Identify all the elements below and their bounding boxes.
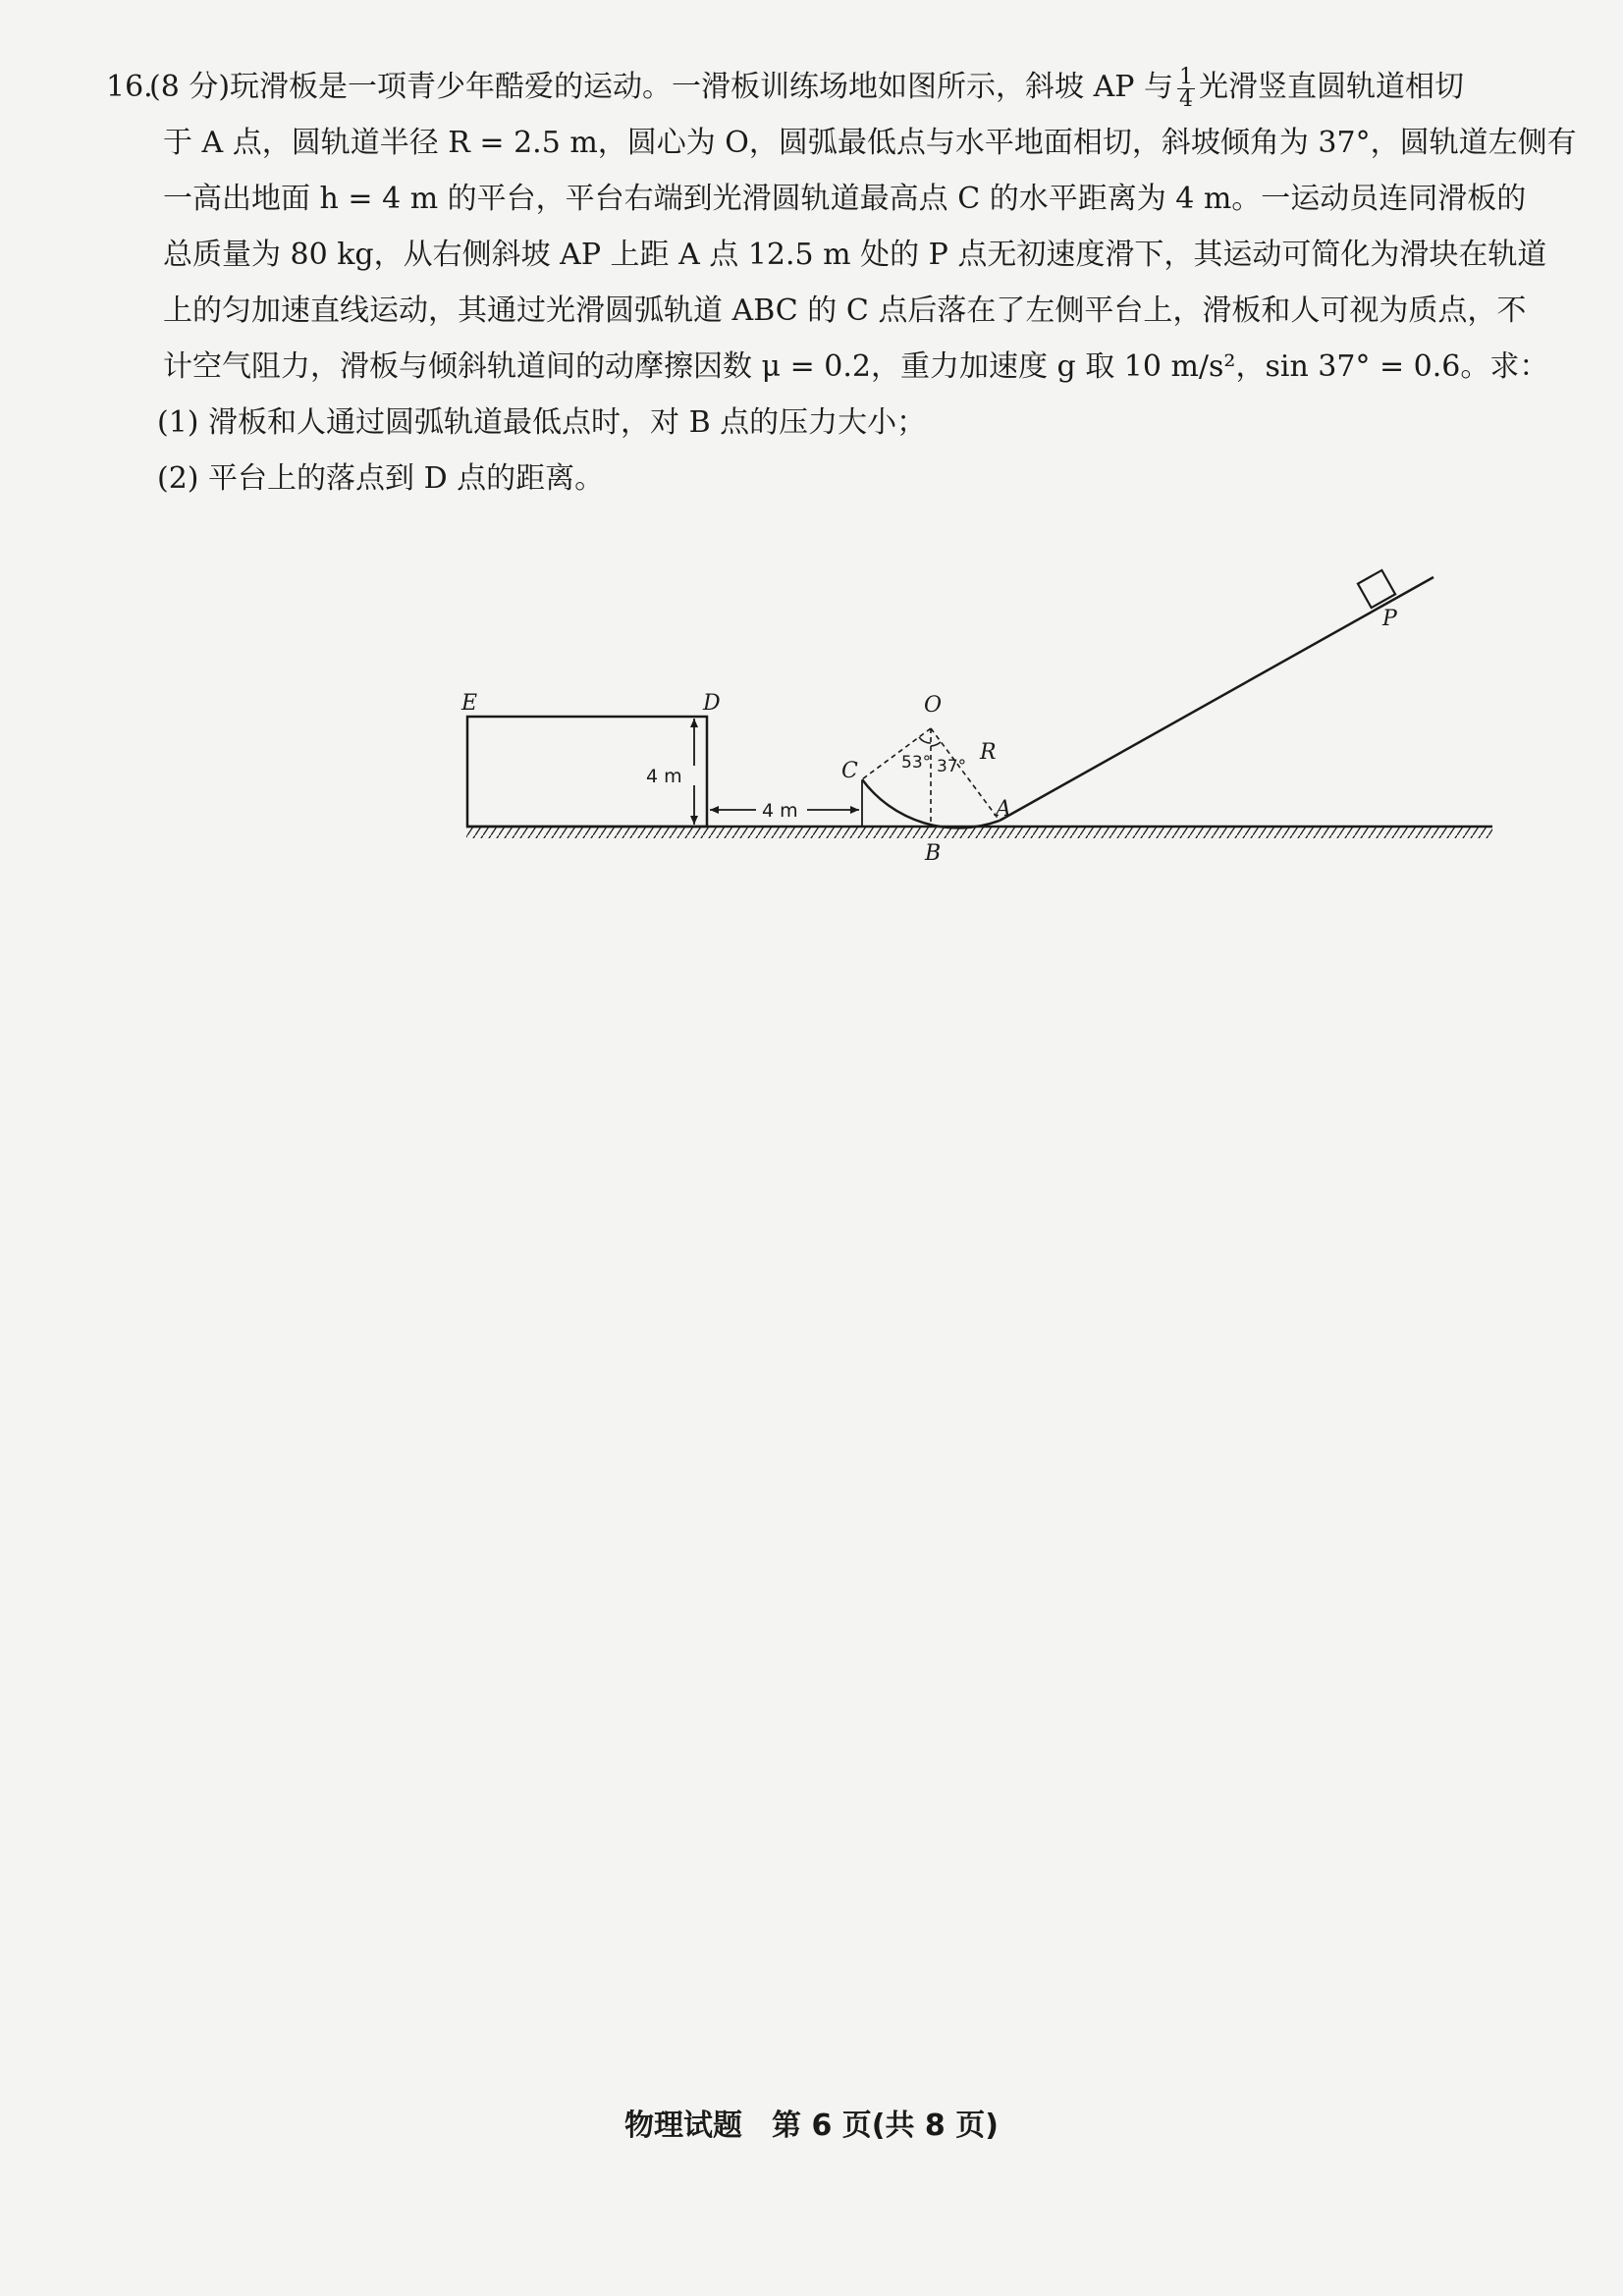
question-line-1-a: 玩滑板是一项青少年酷爱的运动。一滑板训练场地如图所示，斜坡 AP 与 <box>230 70 1173 104</box>
fraction-denominator: 4 <box>1178 86 1193 112</box>
question-line-1-b: 光滑竖直圆轨道相切 <box>1198 70 1464 104</box>
height-label: 4 m <box>646 766 682 787</box>
question-line-5: 上的匀加速直线运动，其通过光滑圆弧轨道 ABC 的 C 点后落在了左侧平台上，滑板和人可视为质点，不 <box>163 294 1527 328</box>
label-O: O <box>924 693 943 718</box>
label-E: E <box>461 691 478 716</box>
angle-arc-left <box>919 737 931 743</box>
fraction-numerator: 1 <box>1178 64 1193 89</box>
angle-arc-right <box>931 742 941 746</box>
track-diagram-svg <box>452 564 1502 879</box>
sub-question-2: (2) 平台上的落点到 D 点的距离。 <box>157 461 605 496</box>
page-footer: 物理试题 第 6 页(共 8 页) <box>624 2109 999 2143</box>
label-D: D <box>703 691 721 716</box>
label-C: C <box>841 759 858 783</box>
angle-right-label: 37° <box>937 757 967 776</box>
incline-AP <box>1000 577 1434 821</box>
question-number: 16. <box>106 70 153 104</box>
question-16 <box>106 59 1577 507</box>
label-P: P <box>1382 607 1397 631</box>
question-line-4: 总质量为 80 kg，从右侧斜坡 AP 上距 A 点 12.5 m 处的 P 点无初速度滑下，其运动可简化为滑块在轨道 <box>163 238 1547 272</box>
angle-left-label: 53° <box>901 753 932 773</box>
question-line-1 <box>106 59 1530 115</box>
track-diagram <box>452 564 1502 879</box>
question-line-6: 计空气阻力，滑板与倾斜轨道间的动摩擦因数 μ = 0.2，重力加速度 g 取 10 m/s²，sin 37° = 0.6。求： <box>163 349 1549 384</box>
question-line-2: 于 A 点，圆轨道半径 R = 2.5 m，圆心为 O，圆弧最低点与水平地面相切，斜坡倾角为 37°，圆轨道左侧有 <box>163 126 1577 160</box>
label-A: A <box>996 797 1011 822</box>
distance-label: 4 m <box>762 800 798 822</box>
label-B: B <box>925 841 942 866</box>
ground-hatch <box>466 827 1492 838</box>
label-R: R <box>980 740 997 765</box>
quarter-fraction <box>1177 64 1195 112</box>
sub-question-1: (1) 滑板和人通过圆弧轨道最低点时，对 B 点的压力大小； <box>157 405 927 440</box>
question-line-3: 一高出地面 h = 4 m 的平台，平台右端到光滑圆轨道最高点 C 的水平距离为 4 m。一运动员连同滑板的 <box>163 182 1527 216</box>
question-score: (8 分) <box>149 70 231 104</box>
